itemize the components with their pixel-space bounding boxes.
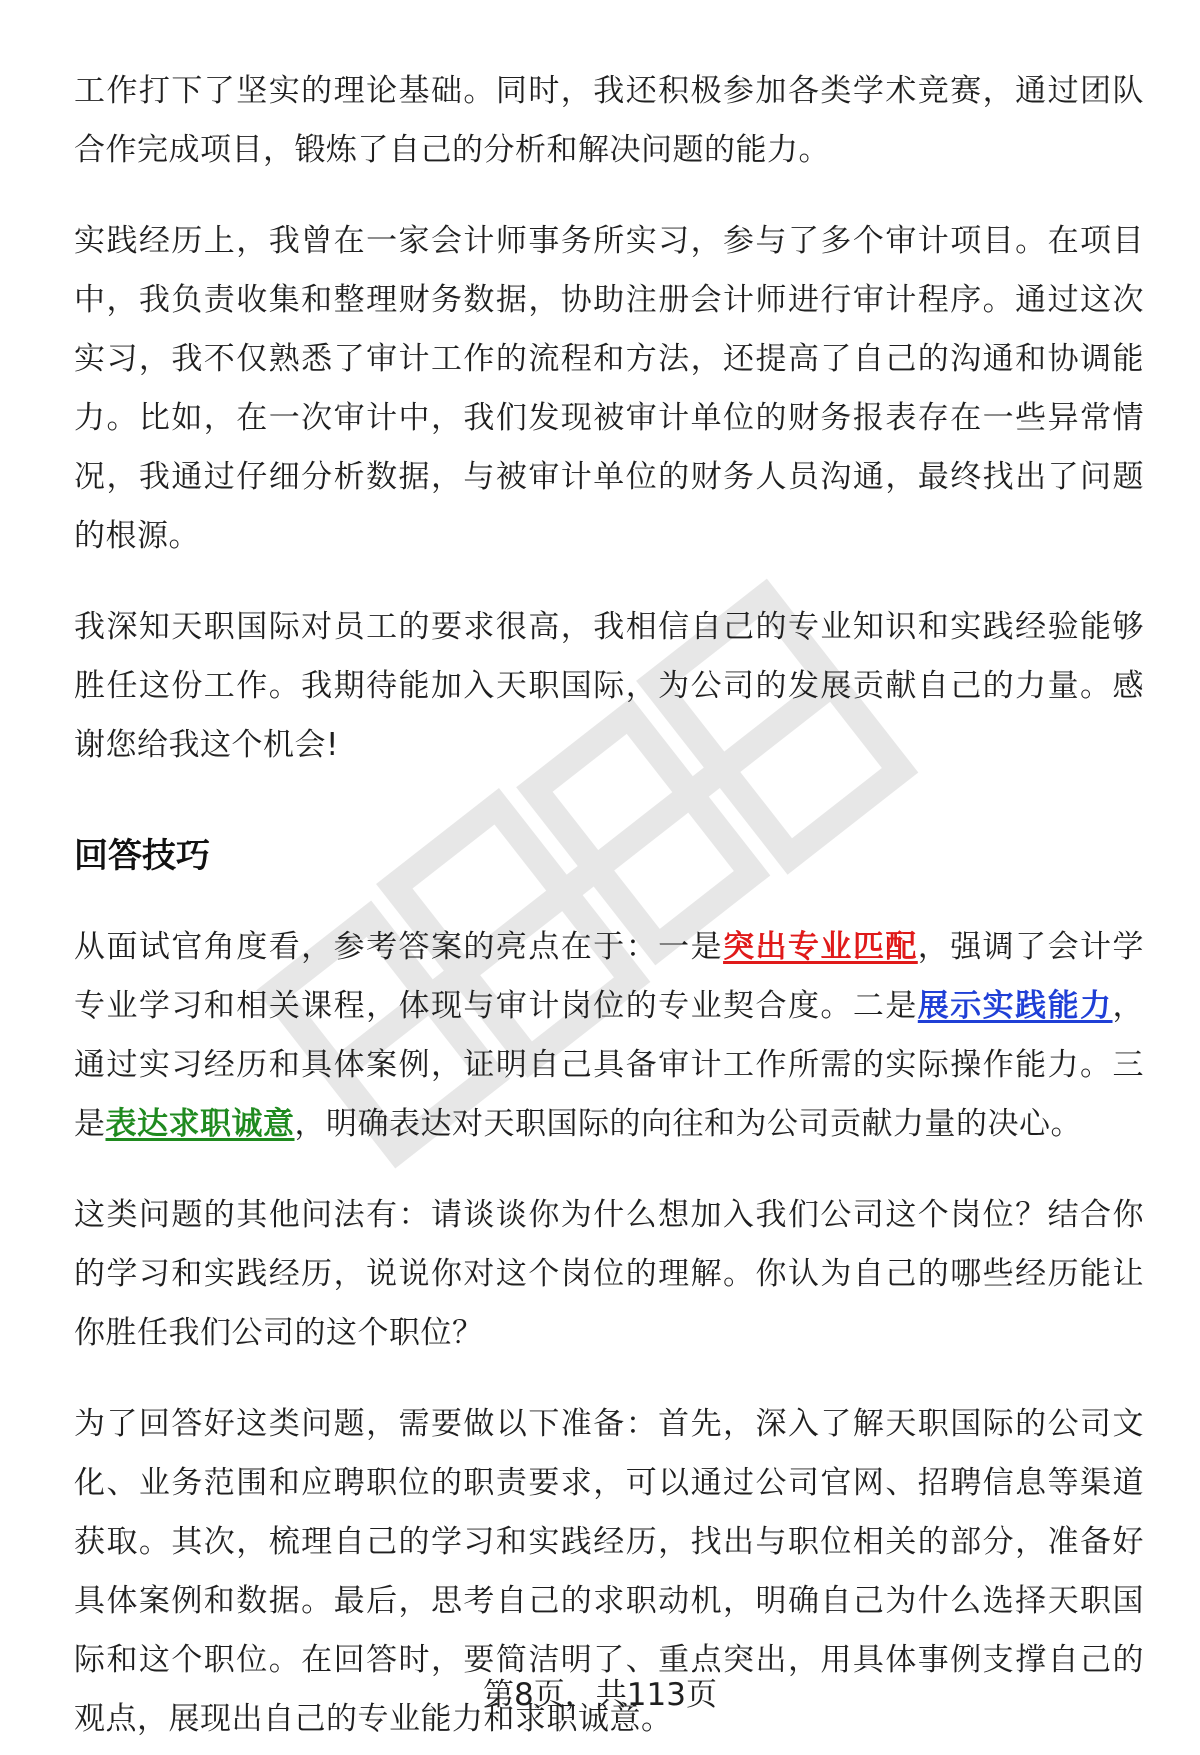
section-heading: 回答技巧 [74,836,210,876]
paragraph-theory-foundation: 工作打下了坚实的理论基础。同时，我还积极参加各类学术竞赛，通过团队合作完成项目，锻炼了自己的分析和解决问题的能力。 [74,73,1144,168]
page-number-footer: 第8页，共113页 [483,1677,717,1713]
tips-text-4: ，明确表达对天职国际的向往和为公司贡献力量的决心。 [294,1106,1082,1142]
tips-text-1: 从面试官角度看，参考答案的亮点在于：一是 [74,929,724,965]
paragraph-preparation: 为了回答好这类问题，需要做以下准备：首先，深入了解天职国际的公司文化、业务范围和应聘职位的职责要求，可以通过公司官网、招聘信息等渠道获取。其次，梳理自己的学习和实践经历，找出与职位相关的部分，准备好具体案例和数据。最后，思考自己的求职动机，明确自己为什么选择天职国际和这个职位。在回答时，要简洁明了、重点突出，用具体事例支撑自己的观点，展现出自己的专业能力和求职诚意。 [74,1406,1144,1737]
highlight-practical-ability: 展示实践能力 [917,988,1113,1024]
highlight-job-sincerity: 表达求职诚意 [105,1106,295,1142]
paragraph-answer-tips [74,918,1144,1154]
paragraph-closing-statement: 我深知天职国际对员工的要求很高，我相信自己的专业知识和实践经验能够胜任这份工作。我期待能加入天职国际，为公司的发展贡献自己的力量。感谢您给我这个机会! [74,609,1144,763]
tips-text-3: ，通过实习经历和具体案例，证明自己具备审计工作所需的实际操作能力。三是 [74,988,1144,1142]
paragraph-practice-experience: 实践经历上，我曾在一家会计师事务所实习，参与了多个审计项目。在项目中，我负责收集和整理财务数据，协助注册会计师进行审计程序。通过这次实习，我不仅熟悉了审计工作的流程和方法，还提高了自己的沟通和协调能力。比如，在一次审计中，我们发现被审计单位的财务报表存在一些异常情况，我通过仔细分析数据，与被审计单位的财务人员沟通，最终找出了问题的根源。 [74,223,1144,554]
tips-text-2: ，强调了会计学专业学习和相关课程，体现与审计岗位的专业契合度。二是 [74,929,1144,1024]
highlight-professional-match: 突出专业匹配 [723,929,918,965]
document-content [74,62,1144,1749]
paragraph-other-questions: 这类问题的其他问法有：请谈谈你为什么想加入我们公司这个岗位？结合你的学习和实践经历，说说你对这个岗位的理解。你认为自己的哪些经历能让你胜任我们公司的这个职位？ [74,1197,1144,1351]
